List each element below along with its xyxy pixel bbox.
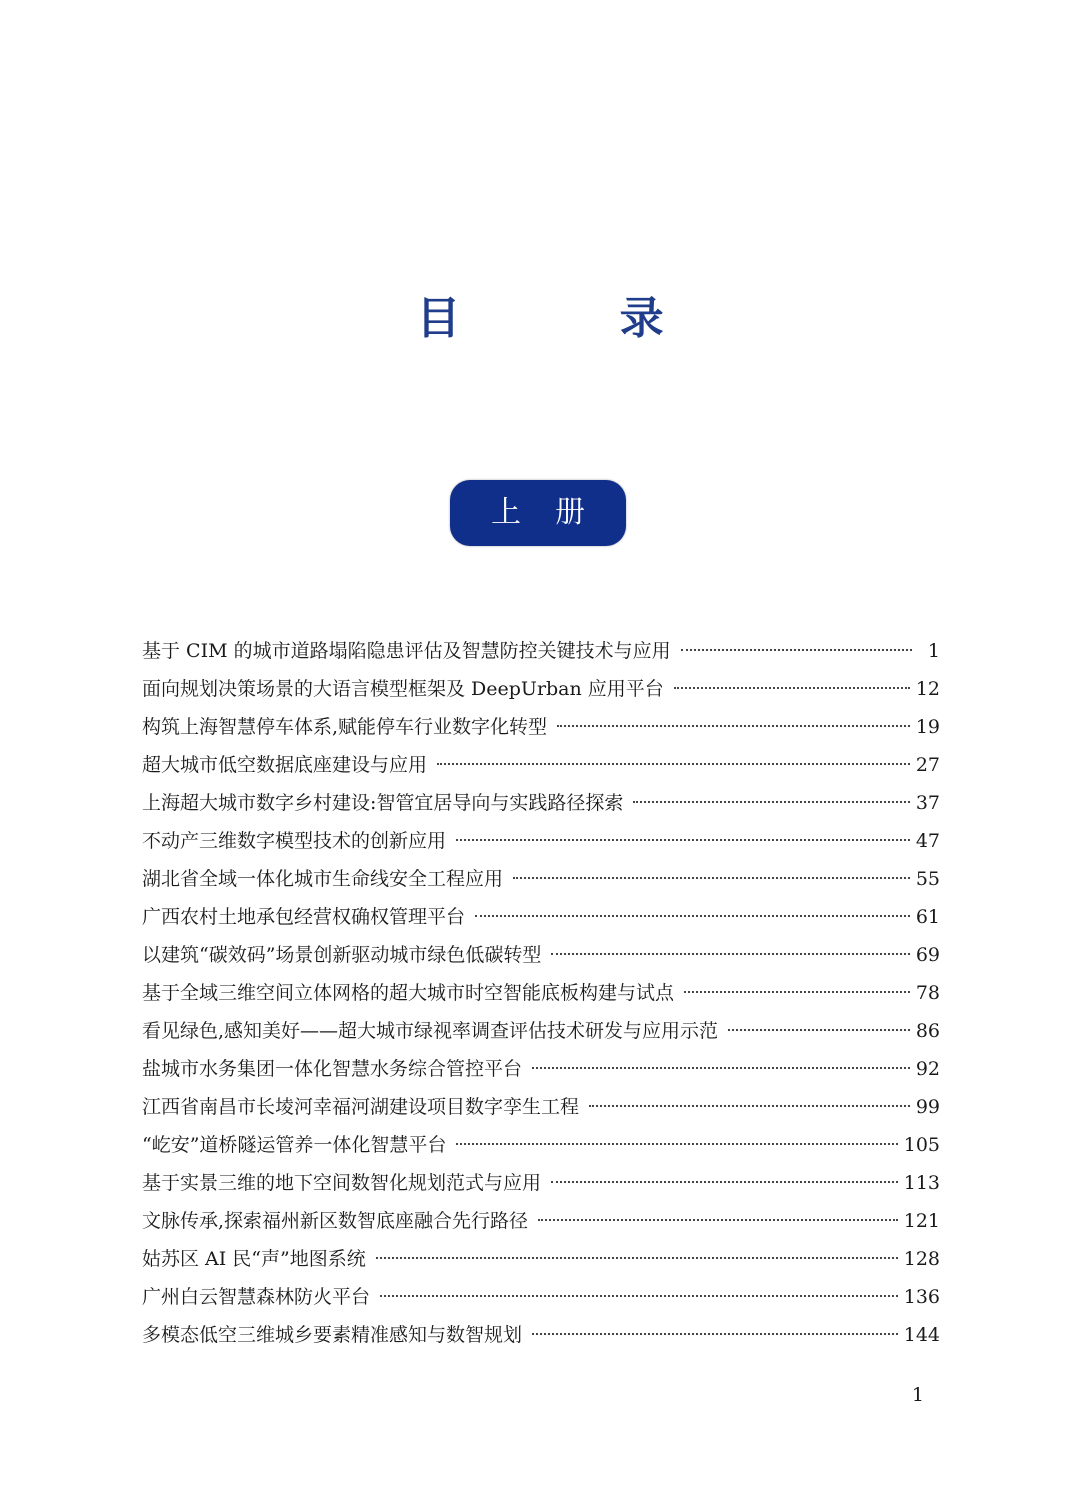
toc-entry-page: 69: [915, 944, 940, 966]
volume-badge: [450, 480, 626, 546]
toc-entry-title: 看见绿色,感知美好——超大城市绿视率调查评估技术研发与应用示范: [142, 1020, 719, 1042]
page-number: 1: [911, 1384, 924, 1406]
toc-entry-title: 广西农村土地承包经营权确权管理平台: [142, 906, 466, 928]
dot-leader: [681, 649, 912, 651]
toc-entry[interactable]: [142, 746, 940, 784]
dot-leader: [589, 1105, 910, 1107]
toc-entry-title: 文脉传承,探索福州新区数智底座融合先行路径: [142, 1210, 529, 1232]
toc-entry-title: 姑苏区 AI 民“声”地图系统: [142, 1248, 366, 1270]
dot-leader: [513, 877, 910, 879]
toc-entry-page: 55: [915, 868, 940, 890]
dot-leader: [532, 1067, 910, 1069]
toc-entry-title: 基于实景三维的地下空间数智化规划范式与应用: [142, 1172, 542, 1194]
toc-entry-page: 113: [903, 1172, 940, 1194]
dot-leader: [557, 725, 910, 727]
toc-entry-title: 超大城市低空数据底座建设与应用: [142, 754, 428, 776]
toc-entry-title: 构筑上海智慧停车体系,赋能停车行业数字化转型: [142, 716, 548, 738]
dot-leader: [633, 801, 909, 803]
toc-entry-title: 基于全域三维空间立体网格的超大城市时空智能底板构建与试点: [142, 982, 675, 1004]
toc-entry-title: 上海超大城市数字乡村建设:智管宜居导向与实践路径探索: [142, 792, 624, 814]
toc-entry-page: 37: [915, 792, 940, 814]
toc-entry-title: 以建筑“碳效码”场景创新驱动城市绿色低碳转型: [142, 944, 542, 966]
dot-leader: [551, 1181, 898, 1183]
toc-entry-page: 86: [915, 1020, 940, 1042]
dot-leader: [551, 953, 909, 955]
toc-entry-page: 27: [915, 754, 940, 776]
dot-leader: [532, 1333, 898, 1335]
toc-entry-title: 基于 CIM 的城市道路塌陷隐患评估及智慧防控关键技术与应用: [142, 640, 671, 662]
dot-leader: [728, 1029, 910, 1031]
toc-entry[interactable]: [142, 860, 940, 898]
toc-entry-page: 47: [915, 830, 940, 852]
toc-entry-page: 61: [915, 906, 940, 928]
table-of-contents: [142, 632, 940, 1354]
toc-entry-title: 面向规划决策场景的大语言模型框架及 DeepUrban 应用平台: [142, 678, 664, 700]
toc-entry-page: 92: [915, 1058, 940, 1080]
toc-entry[interactable]: [142, 1164, 940, 1202]
toc-entry[interactable]: [142, 784, 940, 822]
dot-leader: [376, 1257, 898, 1259]
toc-entry-page: 78: [915, 982, 940, 1004]
toc-entry[interactable]: [142, 1278, 940, 1316]
toc-entry[interactable]: [142, 1126, 940, 1164]
toc-entry[interactable]: [142, 1012, 940, 1050]
toc-entry-title: 多模态低空三维城乡要素精准感知与数智规划: [142, 1324, 523, 1346]
toc-entry-title: 江西省南昌市长堎河幸福河湖建设项目数字孪生工程: [142, 1096, 580, 1118]
toc-entry[interactable]: [142, 670, 940, 708]
toc-entry[interactable]: [142, 936, 940, 974]
toc-entry[interactable]: [142, 1202, 940, 1240]
toc-entry[interactable]: [142, 1088, 940, 1126]
dot-leader: [538, 1219, 898, 1221]
toc-entry-page: 121: [903, 1210, 940, 1232]
toc-entry-page: 105: [903, 1134, 940, 1156]
toc-entry-page: 1: [927, 640, 940, 662]
dot-leader: [456, 1143, 897, 1145]
toc-entry[interactable]: [142, 708, 940, 746]
dot-leader: [674, 687, 910, 689]
page-title: 目 录: [416, 293, 736, 344]
toc-entry-page: 144: [903, 1324, 940, 1346]
dot-leader: [684, 991, 910, 993]
toc-entry[interactable]: [142, 1240, 940, 1278]
toc-entry-title: “屹安”道桥隧运管养一体化智慧平台: [142, 1134, 447, 1156]
dot-leader: [475, 915, 910, 917]
toc-entry-page: 128: [903, 1248, 940, 1270]
toc-entry-page: 136: [903, 1286, 940, 1308]
dot-leader: [456, 839, 910, 841]
toc-entry-title: 广州白云智慧森林防火平台: [142, 1286, 371, 1308]
toc-entry-page: 99: [915, 1096, 940, 1118]
toc-entry-page: 12: [915, 678, 940, 700]
toc-entry-page: 19: [915, 716, 940, 738]
toc-entry[interactable]: [142, 1050, 940, 1088]
toc-entry-title: 盐城市水务集团一体化智慧水务综合管控平台: [142, 1058, 523, 1080]
toc-entry-title: 不动产三维数字模型技术的创新应用: [142, 830, 447, 852]
dot-leader: [437, 763, 910, 765]
toc-entry[interactable]: [142, 632, 940, 670]
toc-entry[interactable]: [142, 822, 940, 860]
toc-entry[interactable]: [142, 898, 940, 936]
toc-entry[interactable]: [142, 974, 940, 1012]
toc-entry[interactable]: [142, 1316, 940, 1354]
toc-entry-title: 湖北省全域一体化城市生命线安全工程应用: [142, 868, 504, 890]
volume-label: 上册: [491, 495, 619, 530]
dot-leader: [380, 1295, 898, 1297]
